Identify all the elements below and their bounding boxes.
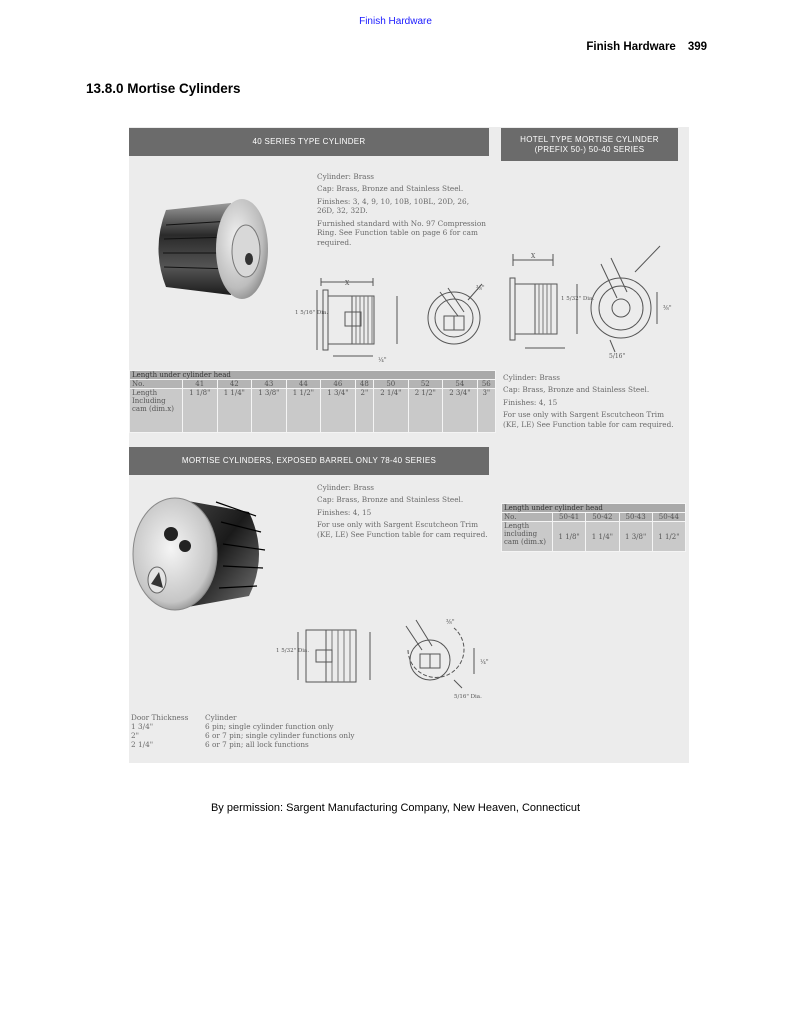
hotel-no-label: No. [502,513,553,522]
page-header [586,41,707,53]
series40-spec-2: Cap: Brass, Bronze and Stainless Steel. [317,184,464,194]
barrel-dim-quarter-label: ¼" [480,659,489,666]
table-cell: 1 1/8" [553,522,586,552]
page-number: 399 [687,41,707,53]
table-row [502,513,686,522]
series40-spec-3: Finishes: 3, 4, 9, 10, 10B, 10BL, 20D, 26, 26D, 32, 32D. [317,196,470,216]
door-cylinder: 6 pin; single cylinder function only [205,722,334,732]
table-cell: 2 3/4" [443,389,478,433]
hotel-drawing [505,240,683,360]
hotel-table-caption: Length under cylinder head [502,504,686,513]
series40-side-drawing [293,272,413,367]
door-col1-header: Door Thickness [131,713,189,722]
hotel-specs [503,373,679,432]
table-cell: 50-42 [586,513,619,522]
series40-spec-1: Cylinder: Brass [317,172,375,181]
header-title: Finish Hardware [586,41,676,53]
table-cell: 56 [477,380,495,389]
series40-front-drawing [418,278,498,353]
barrel-specs [317,483,489,542]
hotel-dim-five-sixteenths-label: 5/16" [609,353,626,360]
table-cell: 42 [217,380,252,389]
hotel-length-label: Length including cam (dim.x) [502,522,553,552]
barrel-dim-dia-label: 1 5/32" Dia. [276,648,310,654]
table-cell: 50-43 [619,513,652,522]
hotel-banner-line1: HOTEL TYPE MORTISE CYLINDER [520,135,659,145]
table-cell: 1 3/4" [321,389,356,433]
table-cell: 1 3/8" [252,389,287,433]
barrel-spec-2: Cap: Brass, Bronze and Stainless Steel. [317,495,464,505]
barrel-dim-small-dia-label: 5/16" Dia. [454,694,482,700]
table-cell: 41 [183,380,218,389]
table-cell: 1 1/2" [286,389,321,433]
table-row [131,713,355,722]
door-thickness: 2" [131,731,139,741]
dim-quarter-label: ¼" [378,357,387,364]
section-title: 13.8.0 Mortise Cylinders [86,81,241,96]
table-cell: 2 1/4" [374,389,409,433]
barrel-banner: MORTISE CYLINDERS, EXPOSED BARREL ONLY 78-40 SERIES [129,447,489,475]
table-cell: 1 1/2" [652,522,685,552]
top-link[interactable]: Finish Hardware [359,16,432,27]
barrel-spec-1: Cylinder: Brass [317,483,375,492]
table-cell: 44 [286,380,321,389]
table-row [131,722,355,731]
door-thickness-table [131,713,355,749]
table-cell: 1 1/4" [586,522,619,552]
hotel-spec-4: For use only with Sargent Escutcheon Trim (KE, LE) See Function table for cam required. [503,410,674,429]
hotel-dim-three-eighths-label: ⅜" [663,305,672,312]
dim-three-eighths-label: ⅜" [476,285,485,292]
hotel-spec-1: Cylinder: Brass [503,373,561,382]
hotel-dim-dia-label: 1 5/32" Dia. [561,296,595,302]
table-cell: 52 [408,380,443,389]
hotel-spec-3: Finishes: 4, 15 [503,397,558,407]
table-row [130,389,496,433]
barrel-spec-4: For use only with Sargent Escutcheon Trim (KE, LE) See Function table for cam required. [317,520,488,539]
table-cell: 1 1/4" [217,389,252,433]
table-cell: 50 [374,380,409,389]
series40-spec-4: Furnished standard with No. 97 Compression Ring. See Function table on page 6 for cam required. [317,218,486,247]
barrel-side-drawing [276,622,386,692]
door-cylinder: 6 or 7 pin; single cylinder functions only [205,731,355,741]
table-cell: 1 1/8" [183,389,218,433]
table-cell: 43 [252,380,287,389]
series40-banner: 40 SERIES TYPE CYLINDER [129,128,489,156]
table-cell: 1 3/8" [619,522,652,552]
door-cylinder: 6 or 7 pin; all lock functions [205,740,309,750]
table-cell: 46 [321,380,356,389]
barrel-front-drawing [392,610,492,706]
table-cell: 2 1/2" [408,389,443,433]
hotel-banner [501,128,678,161]
series40-specs [317,172,487,250]
table-row [502,522,686,552]
barrel-cylinder-photo [131,492,271,617]
table-row [130,380,496,389]
table-cell: 50-44 [652,513,685,522]
credit-line: By permission: Sargent Manufacturing Company, New Heaven, Connecticut [210,802,581,814]
door-thickness: 2 1/4" [131,740,154,750]
table-cell: 2" [355,389,373,433]
series40-no-label: No. [130,380,183,389]
table-cell: 54 [443,380,478,389]
table-row [131,731,355,740]
hotel-length-table [501,503,686,552]
hotel-dim-x-label: X [531,253,536,260]
hotel-spec-2: Cap: Brass, Bronze and Stainless Steel. [503,385,650,395]
series40-length-label: Length Including cam (dim.x) [130,389,183,433]
barrel-spec-3: Finishes: 4, 15 [317,507,372,517]
table-cell: 50-41 [553,513,586,522]
series40-length-table [129,370,496,433]
dim-x-label: X [345,280,350,287]
barrel-dim-three-eighths-label: ⅜" [446,619,455,626]
dim-dia-label: 1 5/16" Dia. [295,310,329,316]
series40-table-caption: Length under cylinder head [130,371,496,380]
door-thickness: 1 3/4" [131,722,154,732]
series40-cylinder-photo [146,195,272,305]
table-cell: 48 [355,380,373,389]
table-cell: 3" [477,389,495,433]
hotel-banner-line2: (PREFIX 50-) 50-40 SERIES [534,144,645,154]
door-col2-header: Cylinder [205,713,237,722]
table-row [131,740,355,749]
